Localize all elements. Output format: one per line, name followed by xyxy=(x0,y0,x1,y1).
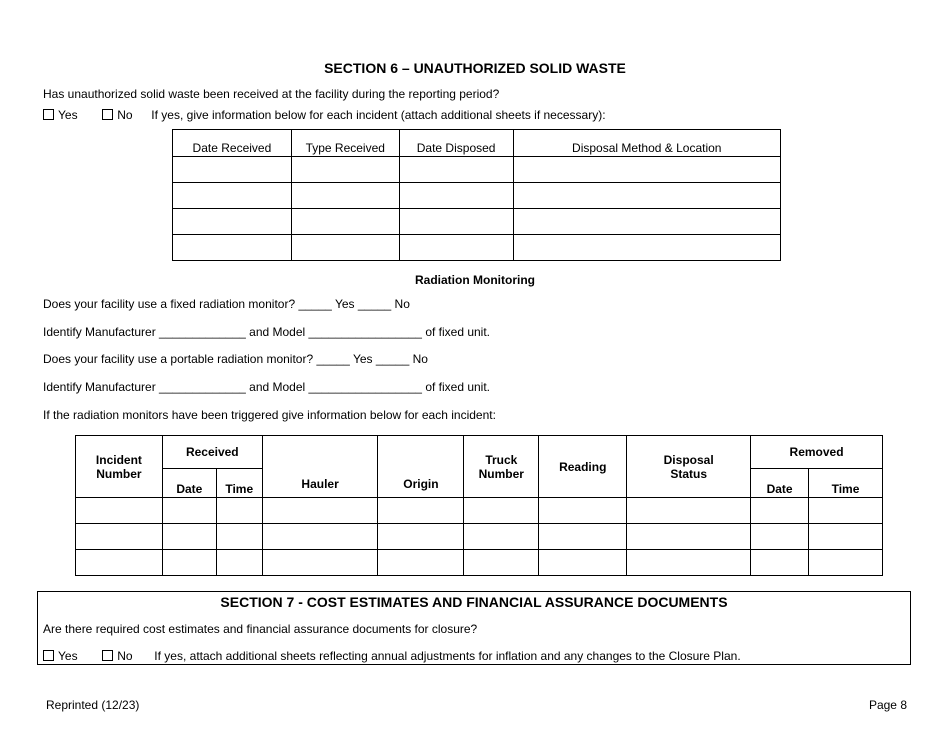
table-cell[interactable] xyxy=(513,209,780,235)
table-row xyxy=(173,183,781,209)
no-checkbox[interactable] xyxy=(102,109,113,120)
table-row xyxy=(76,498,883,524)
table-row xyxy=(173,209,781,235)
table-cell[interactable] xyxy=(627,498,751,524)
col-disposal-method: Disposal Method & Location xyxy=(513,130,780,157)
table-cell[interactable] xyxy=(513,157,780,183)
section6-yes-option[interactable] xyxy=(43,108,81,122)
page-number: Page 8 xyxy=(868,698,907,712)
table-row xyxy=(76,524,883,550)
section6-question: Has unauthorized solid waste been received at the facility during the reporting period? xyxy=(43,87,500,101)
fixed-manufacturer-line: Identify Manufacturer _____________ and Model _________________ of fixed unit. xyxy=(43,325,491,339)
table-cell[interactable] xyxy=(464,524,539,550)
table-cell[interactable] xyxy=(216,550,262,576)
table-cell[interactable] xyxy=(399,183,513,209)
portable-monitor-question: Does your facility use a portable radiation monitor? _____ Yes _____ No xyxy=(43,352,428,366)
yes-checkbox[interactable] xyxy=(43,109,54,120)
table-cell[interactable] xyxy=(291,209,399,235)
table-cell[interactable] xyxy=(627,550,751,576)
table-cell[interactable] xyxy=(809,550,883,576)
table-cell[interactable] xyxy=(399,157,513,183)
section6-title: SECTION 6 – UNAUTHORIZED SOLID WASTE xyxy=(324,60,626,76)
table-cell[interactable] xyxy=(809,498,883,524)
table-cell[interactable] xyxy=(173,209,292,235)
section7-options xyxy=(43,649,741,663)
table-cell[interactable] xyxy=(378,524,464,550)
col-incident-number: Incident Number xyxy=(76,436,163,498)
table-row xyxy=(173,235,781,261)
section7-no-option[interactable] xyxy=(102,649,136,663)
col-reading: Reading xyxy=(539,436,627,498)
table-header-row xyxy=(76,436,883,469)
table-cell[interactable] xyxy=(162,524,216,550)
col-received-group: Received xyxy=(162,436,262,469)
table-cell[interactable] xyxy=(378,550,464,576)
fixed-monitor-question: Does your facility use a fixed radiation monitor? _____ Yes _____ No xyxy=(43,297,410,311)
table-cell[interactable] xyxy=(162,498,216,524)
table-cell[interactable] xyxy=(216,524,262,550)
table-cell[interactable] xyxy=(399,235,513,261)
table-cell[interactable] xyxy=(464,498,539,524)
section7-title: SECTION 7 - COST ESTIMATES AND FINANCIAL ASSURANCE DOCUMENTS xyxy=(220,594,728,610)
table-cell[interactable] xyxy=(291,157,399,183)
section7-question: Are there required cost estimates and financial assurance documents for closure? xyxy=(43,622,478,636)
table-cell[interactable] xyxy=(76,524,163,550)
table-cell[interactable] xyxy=(464,550,539,576)
table-row xyxy=(76,550,883,576)
table-cell[interactable] xyxy=(751,550,809,576)
col-removed-date: Date xyxy=(751,469,809,498)
table-cell[interactable] xyxy=(76,550,163,576)
table-cell[interactable] xyxy=(399,209,513,235)
table-cell[interactable] xyxy=(291,235,399,261)
table-header-row xyxy=(173,130,781,157)
table-cell[interactable] xyxy=(751,498,809,524)
table-cell[interactable] xyxy=(378,498,464,524)
table-cell[interactable] xyxy=(809,524,883,550)
col-received-date: Date xyxy=(162,469,216,498)
unauthorized-waste-table xyxy=(172,129,781,261)
table-cell[interactable] xyxy=(162,550,216,576)
triggered-instructions: If the radiation monitors have been triggered give information below for each incident: xyxy=(43,408,496,422)
table-cell[interactable] xyxy=(173,183,292,209)
table-cell[interactable] xyxy=(76,498,163,524)
col-date-received: Date Received xyxy=(173,130,292,157)
table-cell[interactable] xyxy=(539,524,627,550)
col-type-received: Type Received xyxy=(291,130,399,157)
section7-box xyxy=(37,591,911,665)
section7-yes-option[interactable] xyxy=(43,649,81,663)
col-received-time: Time xyxy=(216,469,262,498)
no-checkbox[interactable] xyxy=(102,650,113,661)
no-label: No xyxy=(117,649,133,663)
table-cell[interactable] xyxy=(173,157,292,183)
col-removed-time: Time xyxy=(809,469,883,498)
col-truck-number: Truck Number xyxy=(464,436,539,498)
yes-checkbox[interactable] xyxy=(43,650,54,661)
table-cell[interactable] xyxy=(627,524,751,550)
radiation-title: Radiation Monitoring xyxy=(415,273,535,287)
col-origin: Origin xyxy=(378,436,464,498)
table-cell[interactable] xyxy=(513,183,780,209)
footer-reprinted: Reprinted (12/23) xyxy=(46,698,140,712)
section6-options xyxy=(43,108,606,122)
table-cell[interactable] xyxy=(539,498,627,524)
section7-instructions: If yes, attach additional sheets reflecting annual adjustments for inflation and any changes to the Closure Plan. xyxy=(154,649,741,663)
table-cell[interactable] xyxy=(262,524,378,550)
radiation-incident-table xyxy=(75,435,883,576)
table-cell[interactable] xyxy=(291,183,399,209)
table-cell[interactable] xyxy=(216,498,262,524)
table-cell[interactable] xyxy=(173,235,292,261)
portable-manufacturer-line: Identify Manufacturer _____________ and Model _________________ of fixed unit. xyxy=(43,380,491,394)
table-cell[interactable] xyxy=(513,235,780,261)
col-removed-group: Removed xyxy=(751,436,883,469)
col-hauler: Hauler xyxy=(262,436,378,498)
section6-no-option[interactable] xyxy=(102,108,136,122)
table-row xyxy=(173,157,781,183)
table-cell[interactable] xyxy=(751,524,809,550)
no-label: No xyxy=(117,108,133,122)
yes-label: Yes xyxy=(58,108,78,122)
yes-label: Yes xyxy=(58,649,78,663)
section6-instructions: If yes, give information below for each incident (attach additional sheets if necessary): xyxy=(151,108,606,122)
table-cell[interactable] xyxy=(262,498,378,524)
table-cell[interactable] xyxy=(539,550,627,576)
table-cell[interactable] xyxy=(262,550,378,576)
col-disposal-status: Disposal Status xyxy=(627,436,751,498)
col-date-disposed: Date Disposed xyxy=(399,130,513,157)
